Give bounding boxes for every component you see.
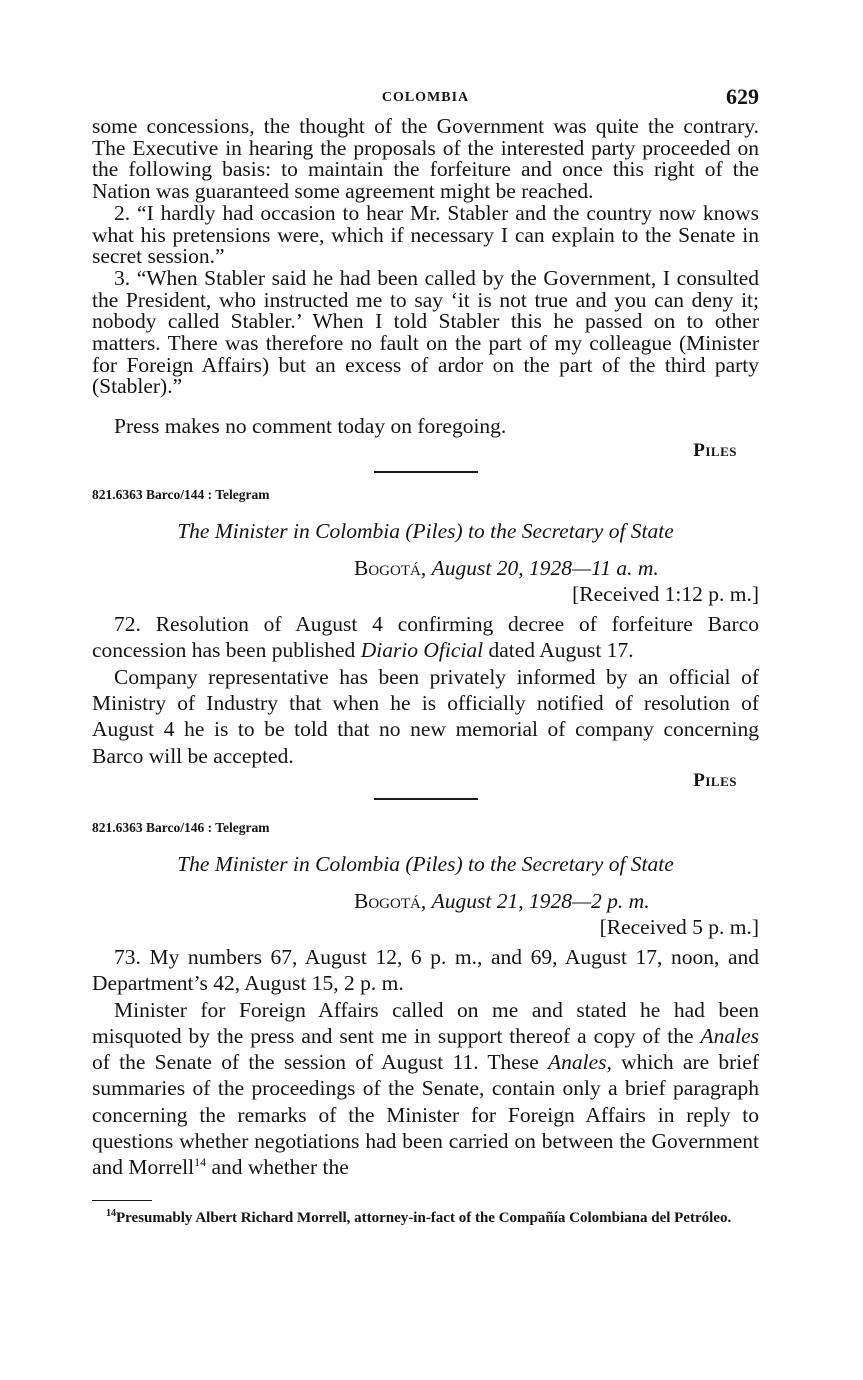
signature: Piles	[693, 769, 737, 791]
received-note: [Received 1:12 p. m.]	[572, 582, 759, 607]
footnote-text: Presumably Albert Richard Morrell, attorney-in-fact of the Compañía Colombiana del Petróleo.	[116, 1209, 732, 1226]
file-reference: 821.6363 Barco/146 : Telegram	[92, 819, 270, 835]
received-note: [Received 5 p. m.]	[599, 914, 759, 939]
paragraph: some concessions, the thought of the Government was quite the contrary. The Executive in hearing the proposals of the interested party proceeded on the following basis: to maintain the forfeiture and once this right of the Nation was guaranteed some agreement might be reached.	[92, 114, 759, 204]
dateline-place: Bogotá,	[354, 888, 427, 913]
paragraph: 72. Resolution of August 4 confirming decree of forfeiture Barco concession has been published Diario Oficial dated August 17.	[92, 612, 759, 663]
continued-telegram-text	[92, 116, 759, 398]
paragraph: Minister for Foreign Affairs called on me and stated he had been misquoted by the press and sent me in support thereof a copy of the Anales of the Senate of the session of August 11. These Anales, which are brief summaries of the proceedings of the Senate, contain only a brief paragraph concerning the remarks of the Minister for Foreign Affairs in reply to questions whether negotiations had been carried on between the Government and Morrell$^{14}$ and whether the	[92, 997, 759, 1180]
dateline	[92, 888, 759, 914]
paragraph: 73. My numbers 67, August 12, 6 p. m., and 69, August 17, noon, and Department’s 42, August 15, 2 p. m.	[92, 944, 759, 996]
paragraph: Company representative has been privately informed by an official of Ministry of Industry that when he is officially notified of resolution of August 4 he is to be told that no new memorial of company concerning Barco will be accepted.	[92, 664, 759, 768]
signature: Piles	[693, 440, 737, 462]
telegram-body	[92, 944, 759, 1181]
document-page	[92, 82, 759, 1227]
footnote	[92, 1209, 759, 1227]
dateline-place: Bogotá,	[354, 556, 427, 581]
dateline-date: August 21, 1928—2 p. m.	[431, 888, 650, 913]
running-title: COLOMBIA	[381, 90, 470, 105]
paragraph: 2. “I hardly had occasion to hear Mr. Stabler and the country now knows what his pretensions were, which if necessary I can explain to the Senate in secret session.”	[92, 200, 759, 269]
footnote-reference[interactable]: 14	[194, 1155, 207, 1170]
file-reference: 821.6363 Barco/144 : Telegram	[92, 487, 270, 503]
document-title: The Minister in Colombia (Piles) to the Secretary of State	[177, 519, 674, 544]
telegram-body	[92, 611, 759, 769]
page-number: 629	[726, 84, 759, 109]
press-note: Press makes no comment today on foregoing.	[114, 414, 507, 439]
footnote-marker: 14	[106, 1207, 116, 1219]
running-head	[92, 82, 759, 116]
paragraph: 3. “When Stabler said he had been called by the Government, I consulted the President, who instructed me to say ‘it is not true and you can deny it; nobody called Stabler.’ When I told Stabler this he passed on to other matters. There was therefore no fault on the part of my colleague (Minister for Foreign Affairs) but an excess of ardor on the part of the third party (Stabler).”	[92, 265, 759, 399]
dateline-date: August 20, 1928—11 a. m.	[431, 556, 659, 581]
document-title: The Minister in Colombia (Piles) to the Secretary of State	[177, 851, 674, 876]
dateline	[92, 555, 759, 581]
